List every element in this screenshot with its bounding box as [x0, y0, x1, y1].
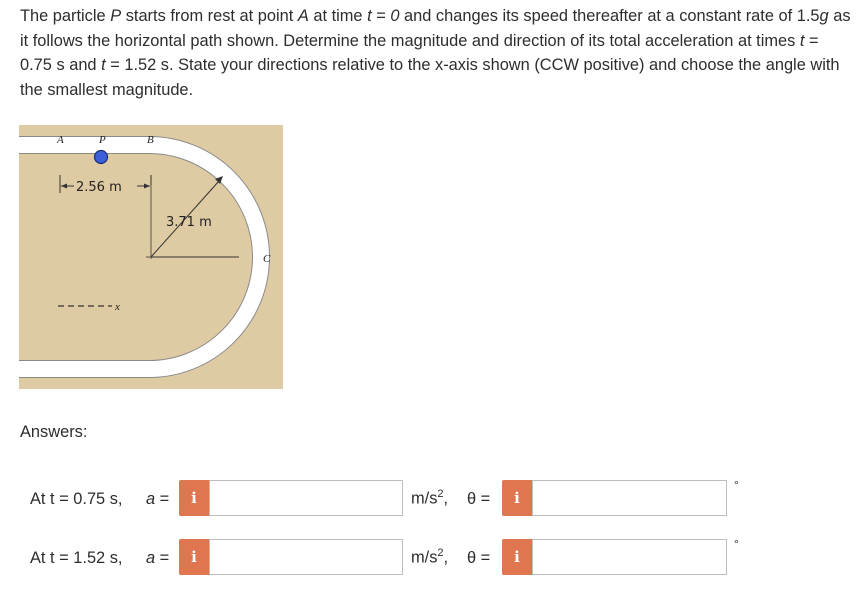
info-icon-button[interactable]: i	[179, 539, 209, 575]
row-label: At t = 1.52 s,	[30, 549, 123, 567]
answers-label: Answers:	[20, 423, 88, 441]
particle-ball	[95, 151, 108, 164]
accel-input[interactable]	[209, 480, 403, 516]
accel-unit: $m/s^2$,	[411, 488, 449, 508]
angle-input[interactable]	[532, 480, 727, 516]
label-x: x	[115, 301, 120, 313]
label-a: A	[57, 134, 64, 146]
accel-input[interactable]	[209, 539, 403, 575]
dim-straight-label: 2.56 m	[76, 180, 122, 195]
info-icon-button[interactable]: i	[179, 480, 209, 516]
info-icon-button[interactable]: i	[502, 480, 532, 516]
path-diagram	[19, 125, 283, 389]
label-c: C	[263, 253, 271, 265]
accel-unit: $m/s^2$,	[411, 547, 449, 567]
accel-label: a =	[146, 549, 170, 567]
dim-radius-label: 3.71 m	[166, 215, 212, 230]
angle-input[interactable]	[532, 539, 727, 575]
label-p: P	[99, 134, 106, 146]
degree-symbol: °	[734, 537, 739, 551]
degree-symbol: °	[734, 478, 739, 492]
label-b: B	[147, 134, 154, 146]
row-label: At t = 0.75 s,	[30, 490, 123, 508]
info-icon-button[interactable]: i	[502, 539, 532, 575]
answer-row-1	[0, 480, 863, 520]
answer-row-2	[0, 539, 863, 579]
accel-label: a =	[146, 490, 170, 508]
theta-label: θ =	[467, 490, 491, 508]
problem-statement: The particle P starts from rest at point A at time t = 0 and changes its speed thereafter at a constant rate of 1.5g as it follows the horizontal path shown. Determine the magnitude and direction of its total acceleration at times t = 0.75 s and t = 1.52 s. State your directions relative to the x-axis shown (CCW positive) and choose the angle with the smallest magnitude.	[20, 7, 851, 99]
theta-label: θ =	[467, 549, 491, 567]
